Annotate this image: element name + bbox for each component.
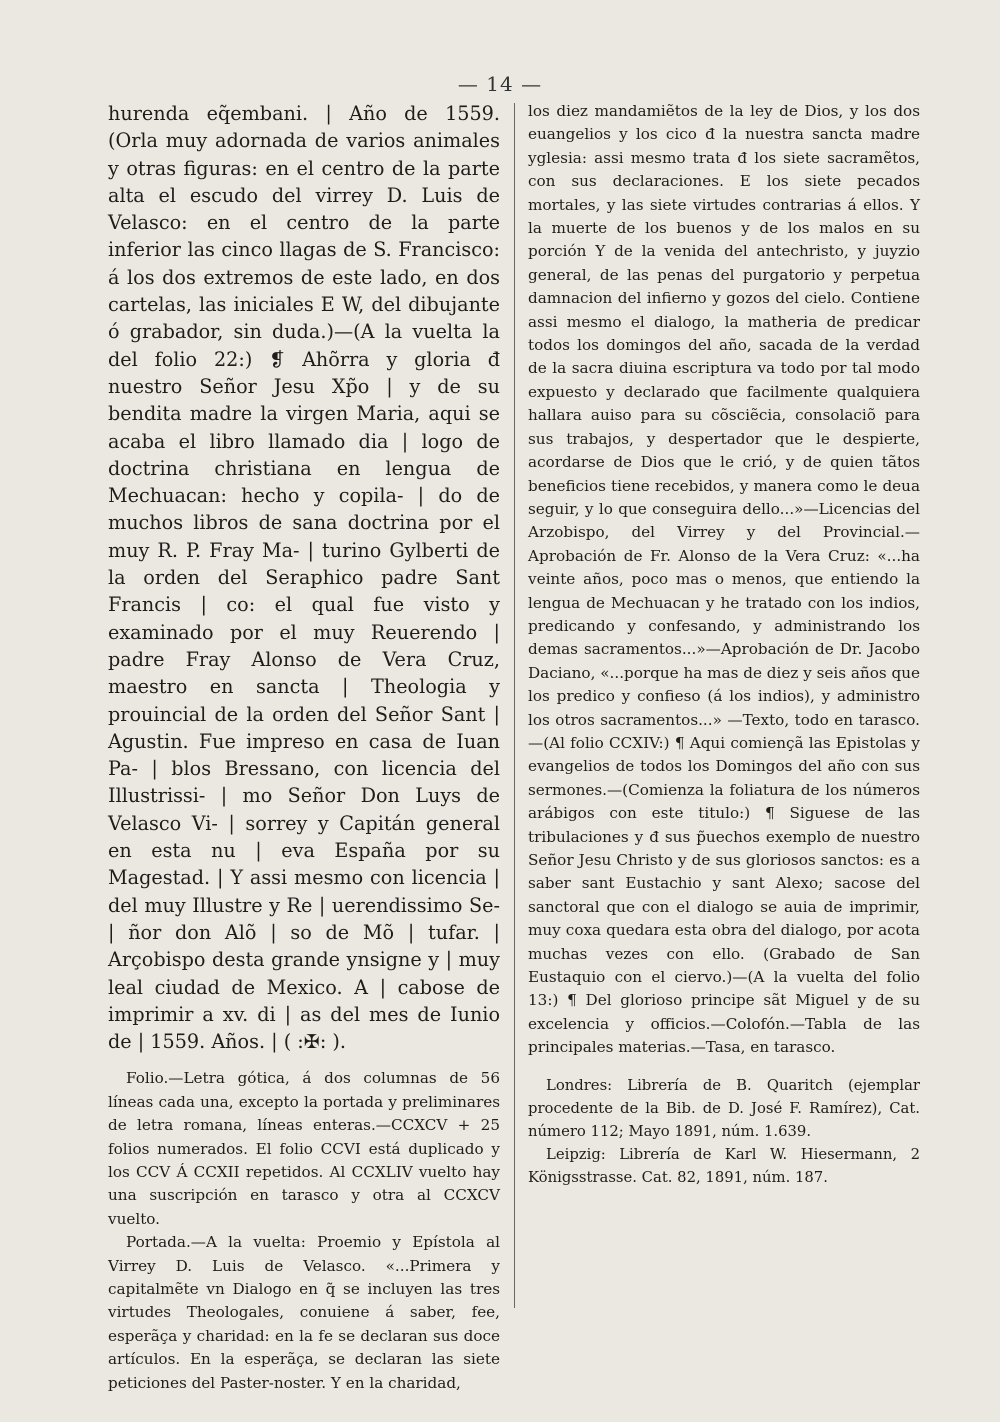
right-paragraph-contents: los diez mandamiẽtos de la ley de Dios, y los dos euangelios y los cico đ la nuestra sancta madre yglesia: assi mesmo trata đ los siete sacramẽtos, con sus declaraciones. E los siete pecados mortales, y las siete virtudes contrarias á ellos. Y la muerte de los buenos y de los malos en su porción Y de la venida del antechristo, y juyzio general, de las penas del purgatorio y perpetua damnacion del infierno y gozos del cielo. Contiene assi mesmo el dialogo, la matheria de predicar todos los domingos del año, sacada de la verdad de la sacra diuina escriptura va todo por tal modo expuesto y declarado que facilmente qualquiera hallara auiso para su cõsciẽcia, consolaciõ para sus trabajos, y despertador que le despierte, acordarse de Dios que le crió, y de quien tãtos beneficios tiene recebidos, y manera como le deua seguir, y lo que conseguira dello...»—Licencias del Arzobispo, del Virrey y del Provincial.—Aprobación de Fr. Alonso de la Vera Cruz: «...ha veinte años, poco mas o menos, que entiendo la lengua de Mechuacan y he tratado con los indios, predicando y confesando, y administrando los demas sacramentos...»—Aprobación de Dr. Jacobo Daciano, «...porque ha mas de diez y seis años que los predico y confieso (á los indios), y administro los otros sacramentos...» —Texto, todo en tarasco.—(Al folio CCXIV:) ¶ Aqui comiençã las Epistolas y evangelios de todos los Domingos del año con sus sermones.—(Comienza la foliatura de los números arábigos con este titulo:) ¶ Siguese de las tribulaciones y đ sus p̃uechos exemplo de nuestro Señor Jesu Christo y de sus gloriosos sanctos: es a saber sant Eustachio y sant Alexo; sacose del sanctoral que con el dialogo se auia de imprimir, muy coxa quedara esta obra del dialogo, por acota muchas vezes con ello. (Grabado de San Eustaquio con el ciervo.)—(A la vuelta del folio 13:) ¶ Del glorioso principe sãt Miguel y de su excelencia y officios.—Colofón.—Tabla de las principales materias.—Tasa, en tarasco.	[528, 102, 920, 1057]
left-paragraph-folio: Folio.—Letra gótica, á dos columnas de 56 líneas cada una, excepto la portada y preliminares de letra romana, líneas enteras.—CCXCV + 25 folios numerados. El folio CCVI está duplicado y los CCV Á CCXII repetidos. Al CCXLIV vuelto hay una suscripción en tarasco y otra al CCXCV vuelto.	[108, 1069, 500, 1228]
left-column	[108, 100, 500, 1395]
right-paragraph-leipzig: Leipzig: Librería de Karl W. Hiesermann, 2 Königsstrasse. Cat. 82, 1891, núm. 187.	[528, 1146, 920, 1187]
left-paragraph-portada: Portada.—A la vuelta: Proemio y Epístola al Virrey D. Luis de Velasco. «...Primera y capitalmẽte vn Dialogo en q̃ se incluyen las tres virtudes Theologales, conuiene á saber, fee, esperãça y charidad: en la fe se declaran sus doce artículos. En la esperãça, se declaran las siete peticiones del Paster-noster. Y en la charidad,	[108, 1233, 500, 1392]
right-paragraph-london: Londres: Librería de B. Quaritch (ejemplar procedente de la Bib. de D. José F. Ramírez), Cat. número 112; Mayo 1891, núm. 1.639.	[528, 1076, 920, 1141]
right-column	[528, 100, 920, 1190]
page-number: — 14 —	[457, 72, 543, 96]
left-paragraph-colophon: hurenda eq̃embani. | Año de 1559. (Orla muy adornada de varios animales y otras figuras: en el centro de la parte alta el escudo del virrey D. Luis de Velasco: en el centro de la parte inferior las cinco llagas de S. Francisco: á los dos extremos de este lado, en dos cartelas, las iniciales E W, del dibujante ó grabador, sin duda.)—(A la vuelta la del folio 22:) ❡ Ahõrra y gloria đ nuestro Señor Jesu Xp̃o | y de su bendita madre la virgen Maria, aqui se acaba el libro llamado dia | logo de doctrina christiana en lengua de Mechuacan: hecho y copila- | do de muchos libros de sana doctrina por el muy R. P. Fray Ma- | turino Gylberti de la orden del Seraphico padre Sant Francis | co: el qual fue visto y examinado por el muy Reuerendo | padre Fray Alonso de Vera Cruz, maestro en sancta | Theologia y prouincial de la orden del Señor Sant | Agustin. Fue impreso en casa de Iuan Pa- | blos Bressano, con licencia del Illustrissi- | mo Señor Don Luys de Velasco Vi- | sorrey y Capitán general en esta nu | eva España por su Magestad. | Y assi mesmo con licencia | del muy Illustre y Re | uerendissimo Se- | ñor don Alõ | so de Mõ | tufar. | Arçobispo desta grande ynsigne y | muy leal ciudad de Mexico. A | cabose de imprimir a xv. di | as del mes de Iunio de | 1559. Años. | ( :✠: ).	[108, 102, 500, 1054]
column-divider	[514, 103, 515, 1308]
